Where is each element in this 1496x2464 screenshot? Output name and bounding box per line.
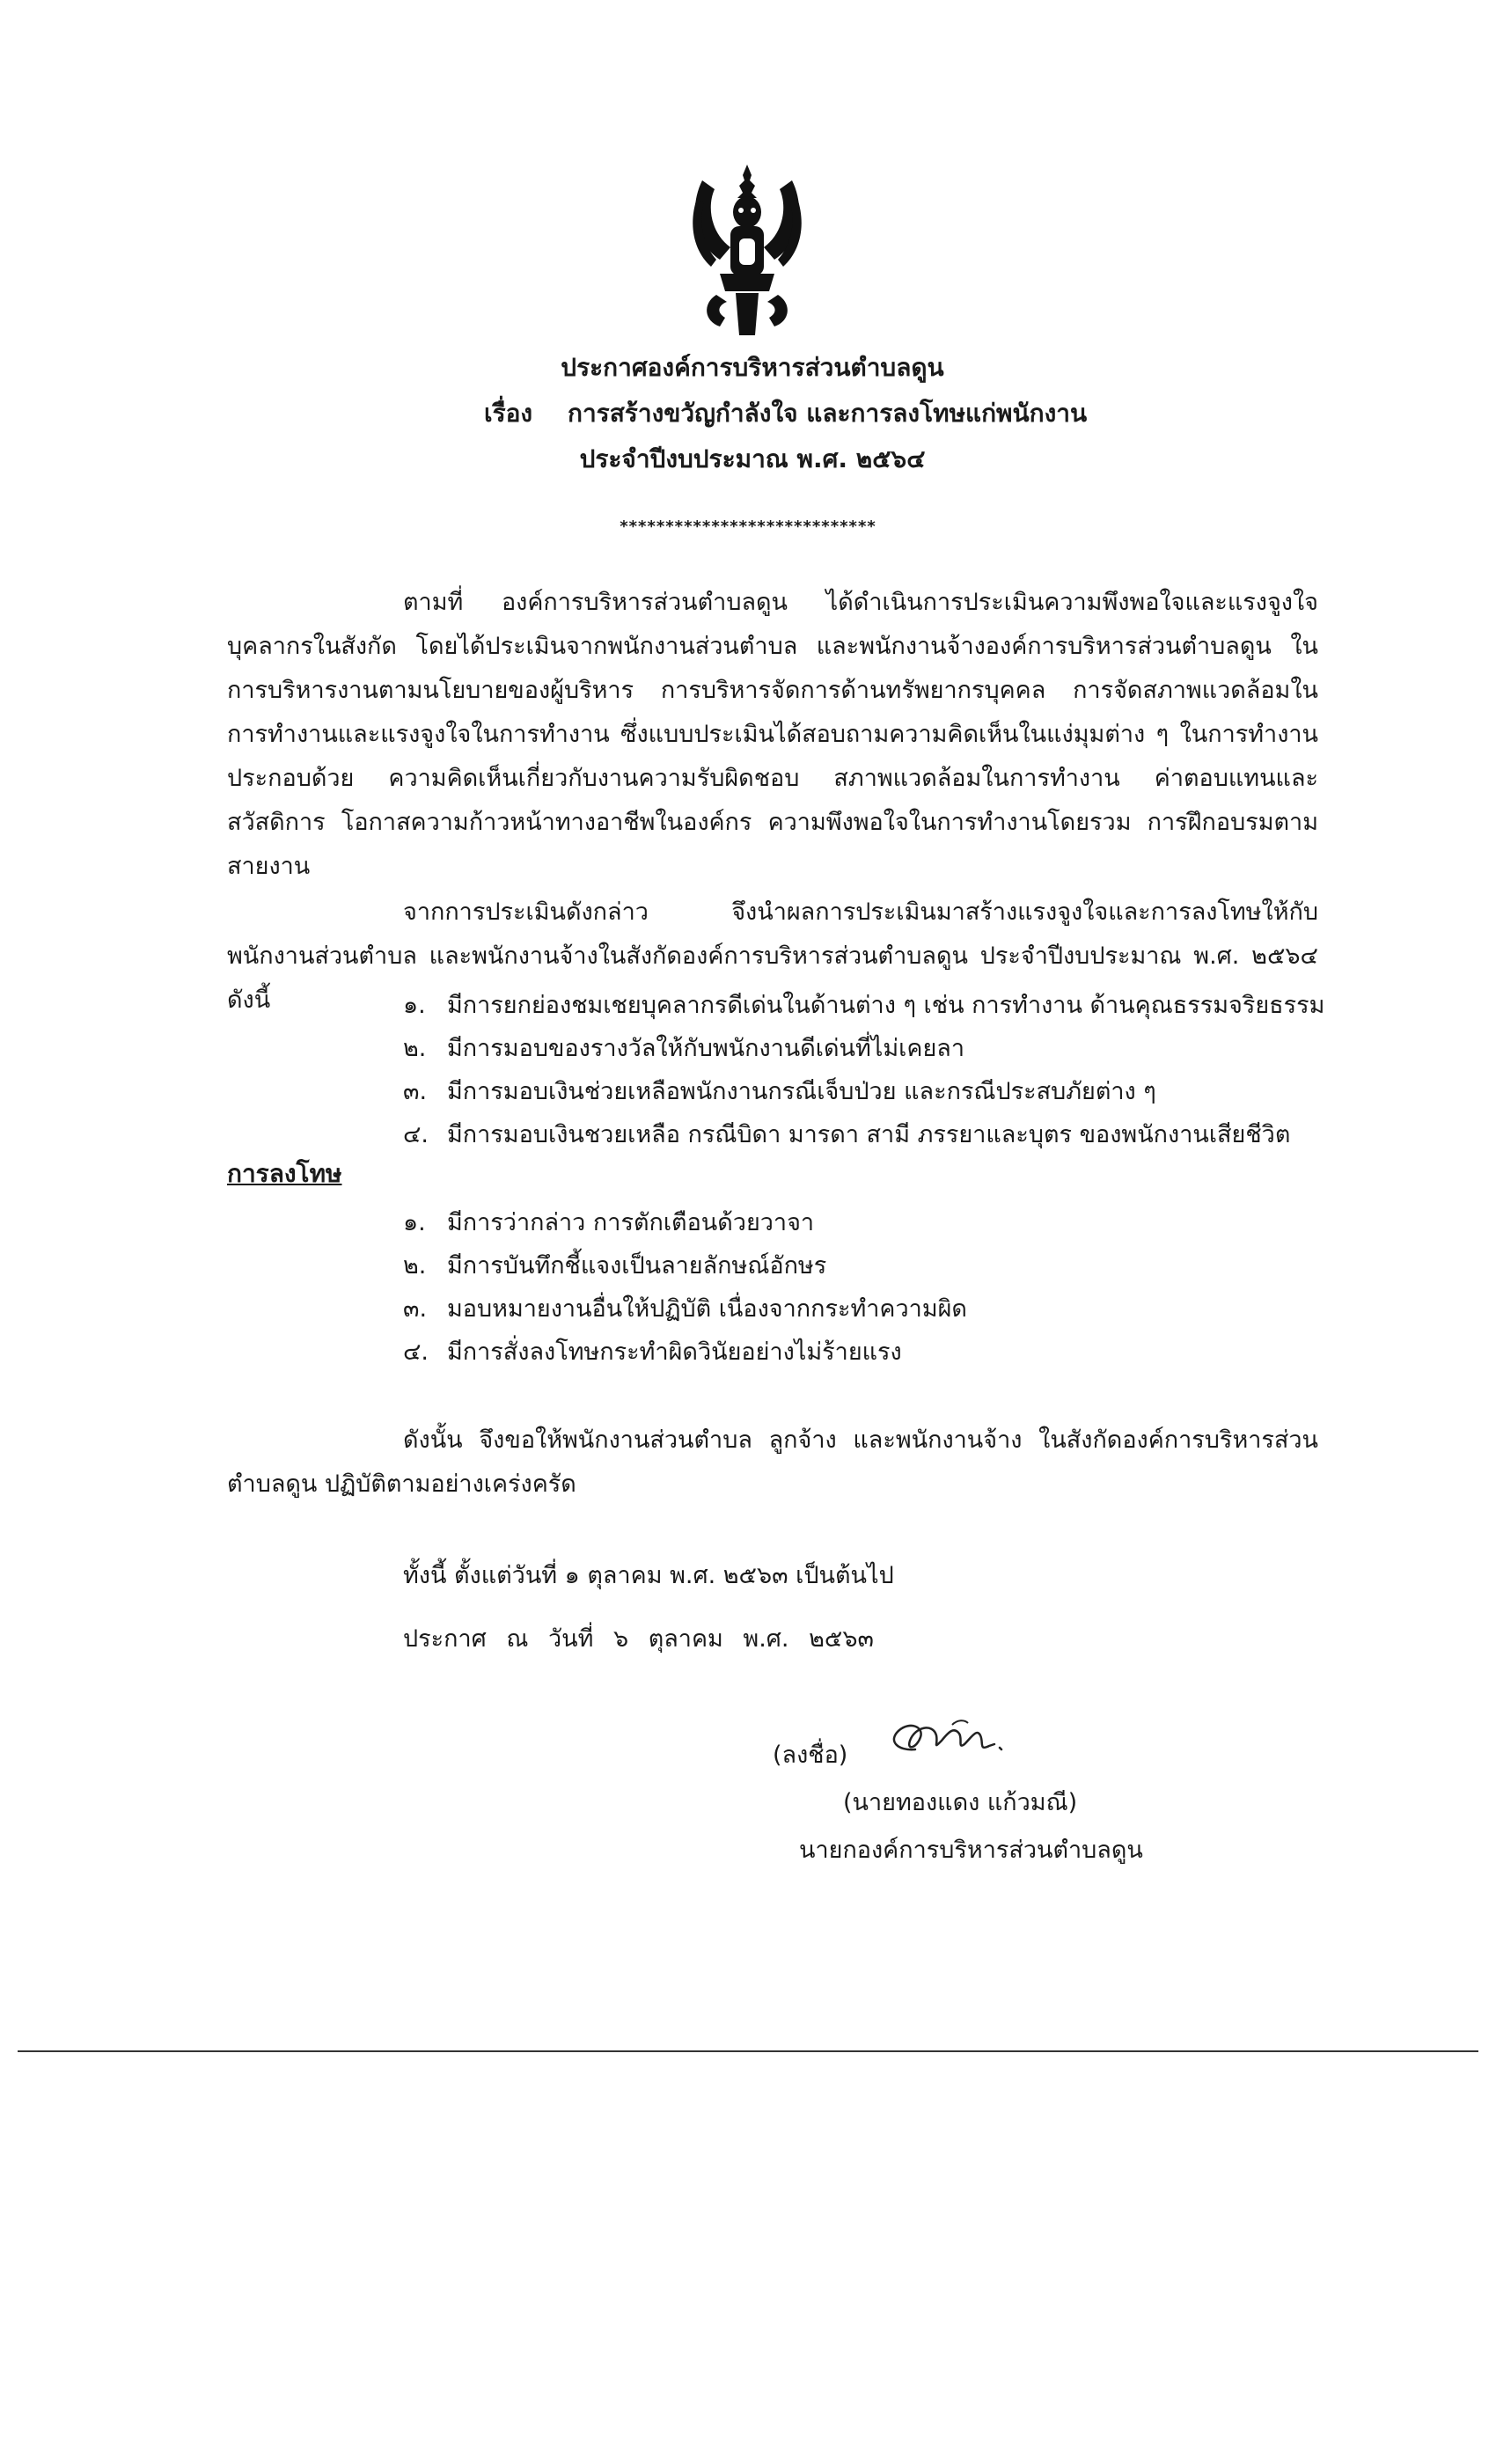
signer-position: นายกองค์การบริหารส่วนตำบลดูน bbox=[799, 1837, 1143, 1864]
paragraph-result-text: จากการประเมินดังกล่าว จึงนำผลการประเมินมาสร้างแรงจูงใจและการลงโทษให้กับพนักงานส่วนตำบล และพนักงานจ้างในสังกัดองค์การบริหารส่วนตำบลดูน ประจำปีงบประมาณ พ.ศ. ๒๕๖๔ ดังนี้ bbox=[227, 898, 1318, 1014]
list-item: ๓. มีการมอบเงินช่วยเหลือพนักงานกรณีเจ็บป่วย และกรณีประสบภัยต่าง ๆ bbox=[403, 1078, 1156, 1105]
list-item: ๔. มีการสั่งลงโทษกระทำผิดวินัยอย่างไม่ร้ายแรง bbox=[403, 1338, 902, 1366]
list-item: ๒. มีการบันทึกชี้แจงเป็นลายลักษณ์อักษร bbox=[403, 1252, 827, 1280]
document-title: ประกาศองค์การบริหารส่วนตำบลดูน bbox=[561, 353, 944, 382]
punishment-heading: การลงโทษ bbox=[227, 1159, 342, 1188]
effective-date: ทั้งนี้ ตั้งแต่วันที่ ๑ ตุลาคม พ.ศ. ๒๕๖๓ เป็นต้นไป bbox=[403, 1562, 894, 1589]
punishment-list bbox=[403, 1201, 967, 1374]
subject-line bbox=[484, 396, 1087, 431]
paragraph-intro bbox=[227, 581, 1318, 889]
list-item: ๑. มีการว่ากล่าว การตักเตือนด้วยวาจา bbox=[403, 1209, 815, 1236]
paragraph-conclusion-text: ดังนั้น จึงขอให้พนักงานส่วนตำบล ลูกจ้าง และพนักงานจ้าง ในสังกัดองค์การบริหารส่วนตำบลดูน ปฏิบัติตามอย่างเคร่งครัด bbox=[227, 1426, 1318, 1498]
handwritten-signature bbox=[880, 1714, 1030, 1767]
signature-label: (ลงชื่อ) bbox=[773, 1742, 848, 1769]
separator: **************************** bbox=[620, 517, 876, 536]
list-item: ๔. มีการมอบเงินชวยเหลือ กรณีบิดา มารดา สามี ภรรยาและบุตร ของพนักงานเสียชีวิต bbox=[403, 1121, 1291, 1148]
page-edge-divider bbox=[18, 2050, 1478, 2052]
announcement-date: ประกาศ ณ วันที่ ๖ ตุลาคม พ.ศ. ๒๕๖๓ bbox=[403, 1625, 874, 1653]
paragraph-intro-text: ตามที่ องค์การบริหารส่วนตำบลดูน ได้ดำเนินการประเมินความพึงพอใจและแรงจูงใจบุคลากรในสังกัด โดยได้ประเมินจากพนักงานส่วนตำบล และพนักงานจ้างองค์การบริหารส่วนตำบลดูน ในการบริหารงานตามนโยบายของผู้บริหาร การบริหารจัดการด้านทรัพยากรบุคคล การจัดสภาพแวดล้อมในการทำงานและแรงจูงใจในการทำงาน ซึ่งแบบประเมินได้สอบถามความคิดเห็นในแง่มุมต่าง ๆ ในการทำงาน ประกอบด้วย ความคิดเห็นเกี่ยวกับงานความรับผิดชอบ สภาพแวดล้อมในการทำงาน ค่าตอบแทนและสวัสดิการ โอกาสความก้าวหน้าทางอาชีพในองค์กร ความพึงพอใจในการทำงานโดยรวม การฝึกอบรมตามสายงาน bbox=[227, 589, 1318, 880]
rewards-list bbox=[403, 984, 1324, 1156]
subject-text: การสร้างขวัญกำลังใจ และการลงโทษแก่พนักงาน bbox=[568, 399, 1088, 428]
fiscal-year-line: ประจำปีงบประมาณ พ.ศ. ๒๕๖๔ bbox=[579, 444, 926, 473]
paragraph-conclusion bbox=[227, 1419, 1318, 1507]
list-item: ๑. มีการยกย่องชมเชยบุคลากรดีเด่นในด้านต่าง ๆ เช่น การทำงาน ด้านคุณธรรมจริยธรรม bbox=[403, 992, 1325, 1019]
list-item: ๒. มีการมอบของรางวัลให้กับพนักงานดีเด่นที่ไม่เคยลา bbox=[403, 1035, 964, 1062]
signer-name: (นายทองแดง แก้วมณี) bbox=[843, 1789, 1078, 1816]
subject-label: เรื่อง bbox=[484, 399, 533, 428]
list-item: ๓. มอบหมายงานอื่นให้ปฏิบัติ เนื่องจากกระทำความผิด bbox=[403, 1295, 967, 1323]
garuda-emblem-icon bbox=[685, 163, 810, 339]
